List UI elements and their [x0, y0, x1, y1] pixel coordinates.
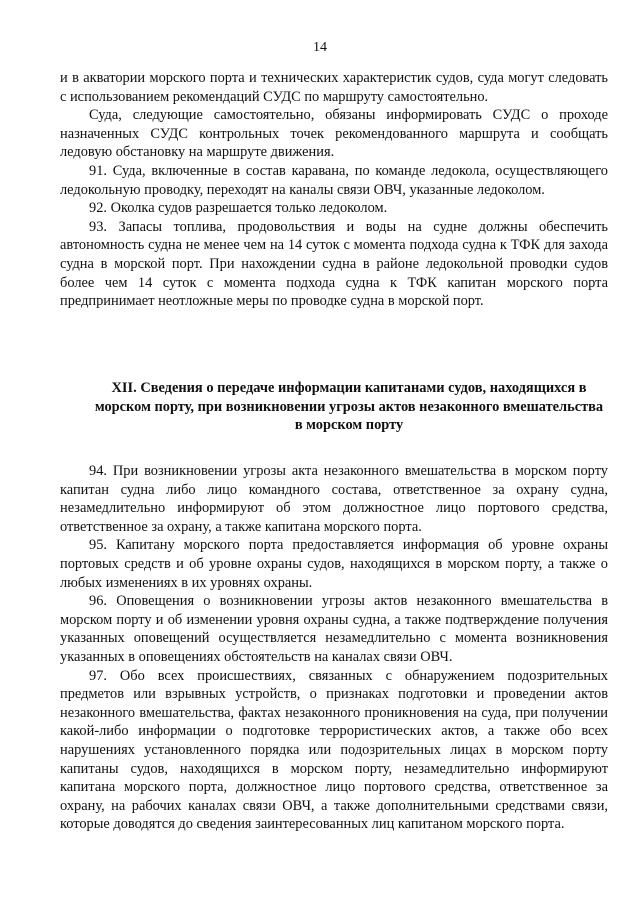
section-heading-line: XII. Сведения о передаче информации капитанами судов, находящихся в — [111, 380, 587, 396]
paragraph-96: 96. Оповещения о возникновении угрозы актов незаконного вмешательства в морском порту и об изменении уровня охраны судна, а также подтверждение получения указанных оповещений осуществляется незамедлительно с момента возникновения указанных в оповещениях обстоятельств на каналах связи ОВЧ. — [60, 593, 608, 665]
paragraph-91: 91. Суда, включенные в состав каравана, по команде ледокола, осуществляющего ледокольную проводку, переходят на каналы связи ОВЧ, указанные ледоколом. — [60, 162, 608, 198]
paragraph-97: 97. Обо всех происшествиях, связанных с обнаружением подозрительных предметов или взрывных устройств, о признаках подготовки и проведении актов незаконного вмешательства, фактах незаконного проникновения на суда, при получении какой-либо информации о подготовке террористических актов, а также обо всех нарушениях установленного порядка или подозрительных лицах в морском порту капитаны судов, находящихся в морском порту, незамедлительно информируют капитана морского порта, должностное лицо портового средства, ответственное за охрану, на рабочих каналах связи ОВЧ, а также дополнительными средствами связи, которые доводятся до сведения заинтересованных лиц капитаном морского порта. — [60, 667, 608, 833]
section-heading — [60, 379, 608, 435]
paragraph-94: 94. При возникновении угрозы акта незаконного вмешательства в морском порту капитан судна либо лицо командного состава, ответственное за охрану судна, незамедлительно информируют об этом должностное лицо портового средства, ответственное за охрану, а также капитана морского порта. — [60, 463, 608, 535]
paragraph-92: 92. Околка судов разрешается только ледоколом. — [89, 200, 388, 217]
paragraph-95: 95. Капитану морского порта предоставляется информация об уровне охраны портовых средств и об уровне охраны судов, находящихся в морском порту, а также о любых изменениях в их уровнях охраны. — [60, 537, 608, 591]
page-number: 14 — [313, 40, 327, 55]
paragraph-independent-navigation: Суда, следующие самостоятельно, обязаны информировать СУДС о проходе назначенных СУДС контрольных точек рекомендованного маршрута и сообщать ледовую обстановку на маршруте движения. — [60, 107, 608, 161]
paragraphs-top — [60, 69, 608, 311]
section-heading-line: морском порту, при возникновении угрозы актов незаконного вмешательства — [94, 398, 604, 415]
paragraph-continuation: и в акватории морского порта и технических характеристик судов, суда могут следовать с использованием рекомендаций СУДС по маршруту самостоятельно. — [60, 70, 608, 105]
section-heading-line: в морском порту — [294, 417, 404, 434]
paragraph-93: 93. Запасы топлива, продовольствия и воды на судне должны обеспечить автономность судна не менее чем на 14 суток с момента подхода судна к ТФК для захода судна в морской порт. При нахождении судна в районе ледокольной проводки судов более чем 14 суток с момента подхода судна к ТФК капитан морского порта предпринимает неотложные меры по проводке судна в морской порт. — [60, 218, 608, 310]
paragraphs-bottom — [60, 462, 608, 834]
